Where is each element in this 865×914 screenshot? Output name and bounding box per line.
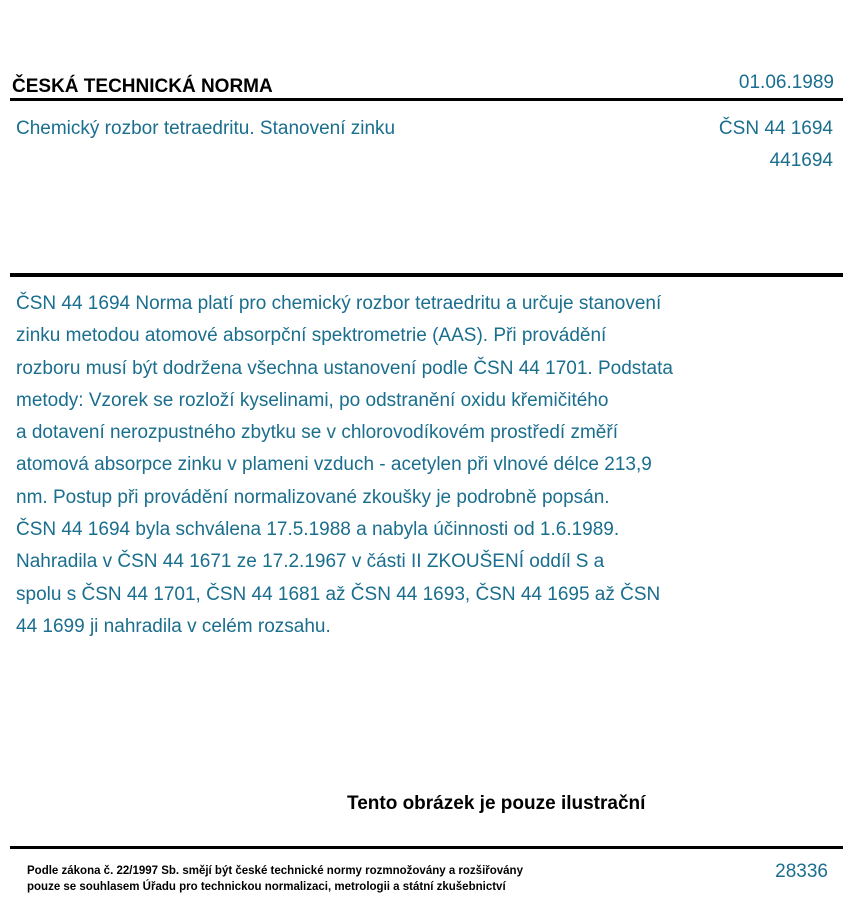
document-code: ČSN 44 1694 — [718, 118, 833, 139]
norm-date: 01.06.1989 — [738, 72, 834, 93]
abstract-line: metody: Vzorek se rozloží kyselinami, po odstranění oxidu křemičitého — [16, 389, 609, 411]
abstract-line: atomová absorpce zinku v plameni vzduch - acetylen při vlnové délce 213,9 — [16, 454, 652, 476]
document-number: 441694 — [769, 150, 833, 171]
legal-note-line: Podle zákona č. 22/1997 Sb. smějí být české technické normy rozmnožovány a rozšiřovány — [27, 865, 523, 877]
catalog-number: 28336 — [775, 861, 828, 882]
abstract-line: nm. Postup při provádění normalizované zkoušky je podrobně popsán. — [16, 486, 610, 508]
abstract-top-divider — [10, 273, 843, 277]
abstract-line: Nahradila v ČSN 44 1671 ze 17.2.1967 v části II ZKOUŠENÍ oddíl S a — [16, 551, 605, 573]
abstract-line: 44 1699 ji nahradila v celém rozsahu. — [16, 615, 331, 637]
legal-note — [27, 863, 523, 895]
document-subject: Chemický rozbor tetraedritu. Stanovení zinku — [16, 118, 396, 139]
abstract-line: a dotavení nerozpustného zbytku se v chlorovodíkovém prostředí změří — [16, 422, 618, 444]
legal-note-line: pouze se souhlasem Úřadu pro technickou normalizaci, metrologii a státní zkušebnictví — [27, 881, 506, 893]
norm-title: ČESKÁ TECHNICKÁ NORMA — [12, 76, 273, 97]
abstract-line: ČSN 44 1694 byla schválena 17.5.1988 a nabyla účinnosti od 1.6.1989. — [16, 519, 620, 541]
abstract-line: rozboru musí být dodržena všechna ustanovení podle ČSN 44 1701. Podstata — [16, 357, 673, 379]
illustration-note: Tento obrázek je pouze ilustrační — [347, 793, 646, 814]
abstract-line: spolu s ČSN 44 1701, ČSN 44 1681 až ČSN 44 1693, ČSN 44 1695 až ČSN — [16, 583, 661, 605]
abstract-line: ČSN 44 1694 Norma platí pro chemický rozbor tetraedritu a určuje stanovení — [16, 293, 662, 314]
header-divider — [10, 98, 843, 101]
abstract-line: zinku metodou atomové absorpční spektrometrie (AAS). Při provádění — [16, 325, 607, 347]
abstract-text — [16, 288, 796, 643]
footer-divider — [10, 846, 843, 849]
